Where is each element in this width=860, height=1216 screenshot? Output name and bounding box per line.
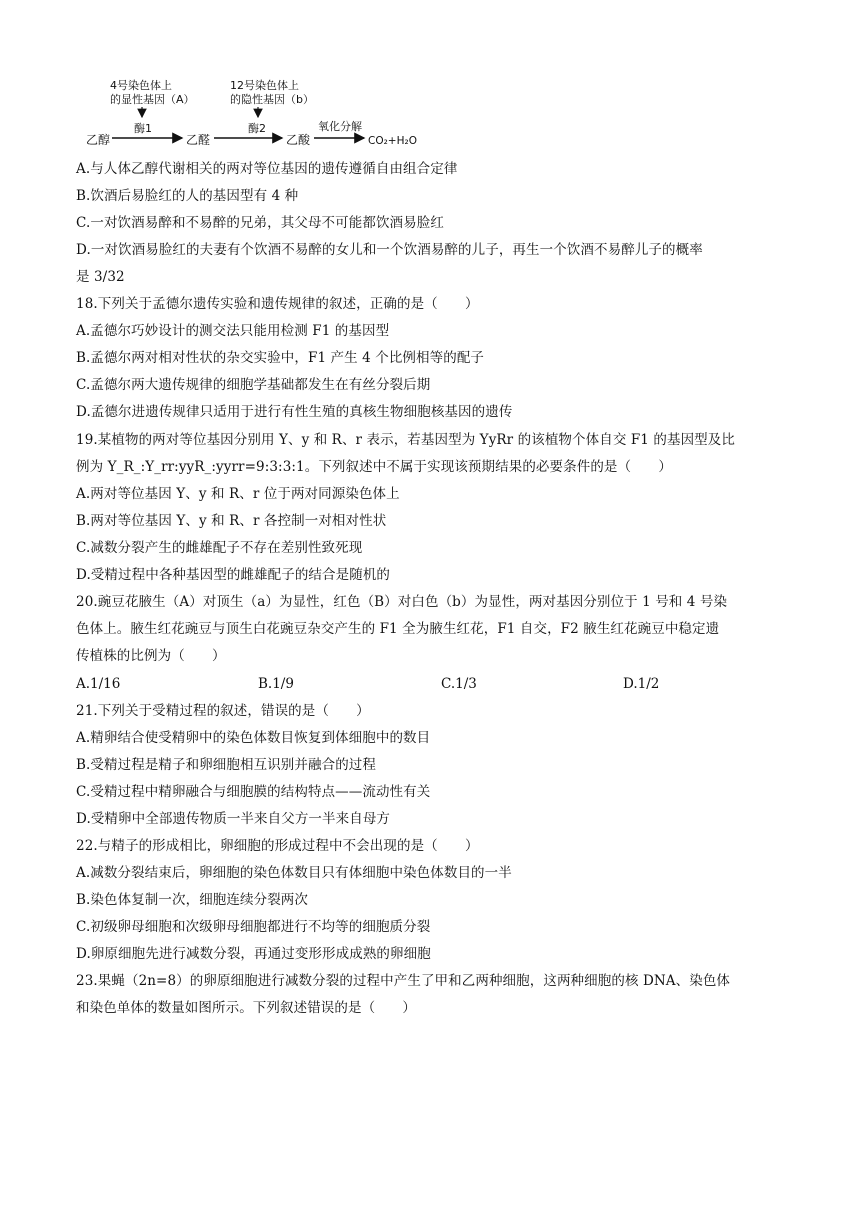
q18-option-d: D.孟德尔进遗传规律只适用于进行有性生殖的真核生物细胞核基因的遗传 xyxy=(76,404,513,420)
q17-option-d-line1: D.一对饮酒易脸红的夫妻有个饮酒不易醉的女儿和一个饮酒易醉的儿子，再生一个饮酒不易醉儿子的概率 xyxy=(76,242,703,258)
q17-option-b: B.饮酒后易脸红的人的基因型有 4 种 xyxy=(76,188,299,204)
q21-option-b: B.受精过程是精子和卵细胞相互识别并融合的过程 xyxy=(76,757,377,773)
q22-option-b: B.染色体复制一次，细胞连续分裂两次 xyxy=(76,892,309,908)
q18-stem: 18.下列关于孟德尔遗传实验和遗传规律的叙述，正确的是（ ） xyxy=(76,296,479,312)
q21-option-c: C.受精过程中精卵融合与细胞膜的结构特点——流动性有关 xyxy=(76,784,431,800)
product-label: CO₂+H₂O xyxy=(368,135,417,147)
q20-stem-line3: 传植株的比例为（ ） xyxy=(76,648,226,664)
q18-option-c: C.孟德尔两大遗传规律的细胞学基础都发生在有丝分裂后期 xyxy=(76,377,431,393)
q22-option-c: C.初级卵母细胞和次级卵母细胞都进行不均等的细胞质分裂 xyxy=(76,919,431,935)
q18-option-b: B.孟德尔两对相对性状的杂交实验中，F1 产生 4 个比例相等的配子 xyxy=(76,350,485,366)
q19-option-c: C.减数分裂产生的雌雄配子不存在差别性致死现 xyxy=(76,540,363,556)
ethanol-metabolism-diagram xyxy=(82,74,442,154)
q19-option-d: D.受精过程中各种基因型的雌雄配子的结合是随机的 xyxy=(76,567,391,583)
q17-option-d-line2: 是 3/32 xyxy=(76,269,125,285)
q20-option-c: C.1/3 xyxy=(441,676,477,692)
q20-option-a: A.1/16 xyxy=(76,676,121,692)
q23-stem-line2: 和染色单体的数量如图所示。下列叙述错误的是（ ） xyxy=(76,1000,416,1016)
q19-option-a: A.两对等位基因 Y、y 和 R、r 位于两对同源染色体上 xyxy=(76,486,400,502)
q21-option-d: D.受精卵中全部遗传物质一半来自父方一半来自母方 xyxy=(76,811,391,827)
q20-option-b: B.1/9 xyxy=(258,676,294,692)
q20-stem-line2: 色体上。腋生红花豌豆与顶生白花豌豆杂交产生的 F1 全为腋生红花，F1 自交，F2 腋生红花豌豆中稳定遗 xyxy=(76,621,720,637)
q21-option-a: A.精卵结合使受精卵中的染色体数目恢复到体细胞中的数目 xyxy=(76,730,431,746)
q20-stem-line1: 20.豌豆花腋生（A）对顶生（a）为显性，红色（B）对白色（b）为显性，两对基因分别位于 1 号和 4 号染 xyxy=(76,594,728,610)
q22-option-d: D.卵原细胞先进行减数分裂，再通过变形形成成熟的卵细胞 xyxy=(76,946,431,962)
q20-option-d: D.1/2 xyxy=(623,676,660,692)
q23-stem-line1: 23.果蝇（2n=8）的卵原细胞进行减数分裂的过程中产生了甲和乙两种细胞，这两种细胞的核 DNA、染色体 xyxy=(76,973,731,989)
q18-option-a: A.孟德尔巧妙设计的测交法只能用检测 F1 的基因型 xyxy=(76,323,390,339)
q19-option-b: B.两对等位基因 Y、y 和 R、r 各控制一对相对性状 xyxy=(76,513,387,529)
ethanol-label: 乙醇 xyxy=(86,133,111,147)
gene-a-label-line1: 4号染色体上 xyxy=(110,79,172,92)
gene-a-label-line2: 的显性基因（A） xyxy=(110,93,195,106)
oxidation-label: 氧化分解 xyxy=(318,120,362,133)
gene-b-label-line2: 的隐性基因（b） xyxy=(230,93,314,106)
q17-option-a: A.与人体乙醇代谢相关的两对等位基因的遗传遵循自由组合定律 xyxy=(76,161,458,177)
q22-stem: 22.与精子的形成相比，卵细胞的形成过程中不会出现的是（ ） xyxy=(76,838,479,854)
q19-stem-line2: 例为 Y_R_:Y_rr:yyR_:yyrr=9:3:3:1。下列叙述中不属于实现该预期结果的必要条件的是（ ） xyxy=(76,459,672,475)
q21-stem: 21.下列关于受精过程的叙述，错误的是（ ） xyxy=(76,703,370,719)
q17-option-c: C.一对饮酒易醉和不易醉的兄弟，其父母不可能都饮酒易脸红 xyxy=(76,215,444,231)
q19-stem-line1: 19.某植物的两对等位基因分别用 Y、y 和 R、r 表示，若基因型为 YyRr 的该植物个体自交 F1 的基因型及比 xyxy=(76,432,735,448)
enzyme1-label: 酶1 xyxy=(134,122,152,135)
q22-option-a: A.减数分裂结束后，卵细胞的染色体数目只有体细胞中染色体数目的一半 xyxy=(76,865,512,881)
enzyme2-label: 酶2 xyxy=(248,122,266,135)
gene-b-label-line1: 12号染色体上 xyxy=(230,79,299,92)
acetaldehyde-label: 乙醛 xyxy=(186,133,211,147)
acetic-acid-label: 乙酸 xyxy=(286,133,311,147)
